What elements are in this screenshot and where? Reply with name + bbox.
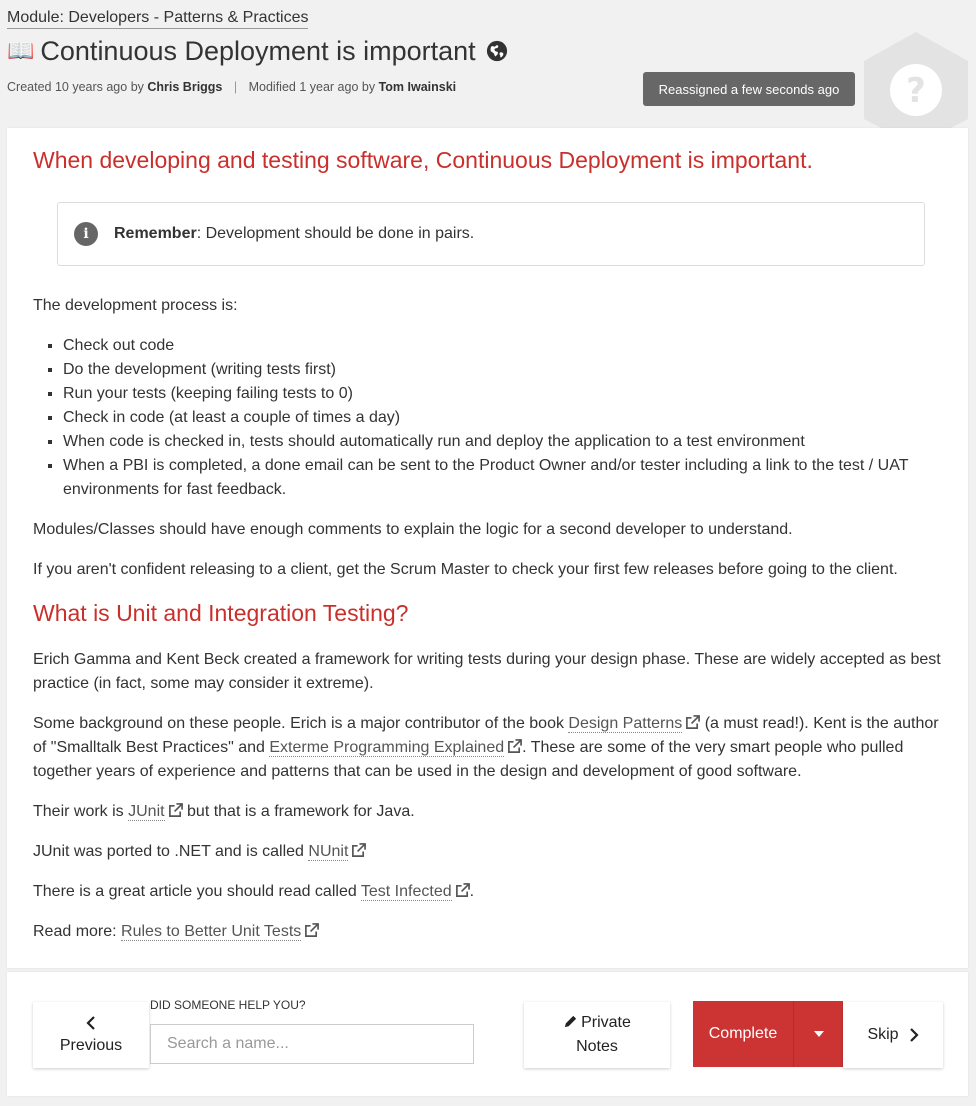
- lead-heading: When developing and testing software, Continuous Deployment is important.: [33, 147, 813, 173]
- external-link-icon: [455, 883, 470, 898]
- comments-paragraph: Modules/Classes should have enough comments to explain the logic for a second developer to understand.: [33, 521, 793, 538]
- nunit-paragraph: [33, 840, 947, 864]
- notice-text: [114, 222, 474, 246]
- rule-content-card: [7, 128, 968, 968]
- globe-icon[interactable]: [486, 40, 508, 62]
- junit-text: but that is a framework for Java.: [182, 803, 415, 820]
- list-item: ▪ Check out code: [63, 334, 947, 358]
- test-infected-link[interactable]: Test Infected: [360, 883, 452, 900]
- private-notes-button[interactable]: [524, 1002, 670, 1068]
- read-more-paragraph: [33, 920, 947, 944]
- complete-dropdown-toggle[interactable]: [793, 1001, 843, 1067]
- background-text: Some background on these people. Erich is a major contributor of the book: [33, 715, 569, 732]
- created-by: Chris Briggs: [147, 80, 223, 94]
- list-item: ▪ Do the development (writing tests first): [63, 358, 947, 382]
- background-text: (a must read!). Kent is the author of "Smalltalk Best Practices" and: [33, 715, 939, 756]
- nunit-link[interactable]: NUnit: [308, 843, 349, 860]
- list-item: ▪ Run your tests (keeping failing tests to 0): [63, 382, 947, 406]
- external-link-icon: [168, 803, 183, 818]
- skip-label: Skip: [867, 1026, 899, 1043]
- background-paragraph: [33, 712, 947, 784]
- complete-button[interactable]: Complete: [693, 1001, 793, 1067]
- action-footer: [7, 972, 968, 1096]
- external-link-icon: [304, 923, 319, 938]
- unit-testing-heading: What is Unit and Integration Testing?: [33, 600, 409, 626]
- previous-label: Previous: [59, 1037, 123, 1054]
- private-notes-top: [563, 1011, 631, 1035]
- title-row: [7, 34, 508, 68]
- page-title: Continuous Deployment is important: [40, 36, 476, 66]
- pencil-icon: [563, 1014, 578, 1029]
- framework-paragraph: Erich Gamma and Kent Beck created a framework for writing tests during your design phase. These are widely accepted as best practice (in fact, some may consider it extreme).: [33, 651, 941, 692]
- confident-paragraph: If you aren't confident releasing to a client, get the Scrum Master to check your first few releases before going to the client.: [33, 561, 898, 578]
- notice-bold: Remember: [114, 225, 197, 242]
- rules-unit-tests-link[interactable]: Rules to Better Unit Tests: [121, 923, 302, 940]
- design-patterns-link[interactable]: Design Patterns: [568, 715, 683, 732]
- external-link-icon: [351, 843, 366, 858]
- article-paragraph: [33, 880, 947, 904]
- book-icon: 📖: [7, 38, 35, 63]
- info-icon: i: [74, 222, 98, 246]
- notes-line1: Private: [581, 1014, 631, 1031]
- process-intro: The development process is:: [33, 297, 238, 314]
- junit-link[interactable]: JUnit: [128, 803, 165, 820]
- junit-text: Their work is: [33, 803, 129, 820]
- process-steps-list: [33, 334, 947, 502]
- caret-down-icon: [814, 1031, 824, 1037]
- module-breadcrumb-link[interactable]: Module: Developers - Patterns & Practices: [7, 8, 308, 29]
- authorship-meta: [7, 80, 456, 94]
- reassigned-badge: Reassigned a few seconds ago: [643, 72, 855, 106]
- previous-button[interactable]: [33, 1002, 149, 1068]
- list-item: ▪ When a PBI is completed, a done email can be sent to the Product Owner and/or tester including a link to the test / UAT environments for fast feedback.: [63, 454, 947, 502]
- notes-line2: Notes: [576, 1038, 618, 1055]
- meta-separator: |: [233, 80, 238, 94]
- created-prefix: Created 10 years ago by: [7, 80, 144, 94]
- chevron-left-icon: [85, 1015, 97, 1033]
- remember-notice: [57, 202, 925, 266]
- list-item: ▪ Check in code (at least a couple of times a day): [63, 406, 947, 430]
- external-link-icon: [685, 715, 700, 730]
- helper-search-input[interactable]: [150, 1024, 474, 1064]
- article-text: .: [469, 883, 475, 900]
- page-header: [0, 0, 976, 128]
- read-more-text: Read more:: [33, 923, 122, 940]
- article-text: There is a great article you should read called: [33, 883, 361, 900]
- help-label: DID SOMEONE HELP YOU?: [150, 998, 306, 1012]
- extreme-programming-link[interactable]: Exterme Programming Explained: [269, 739, 505, 756]
- nunit-text: JUnit was ported to .NET and is called: [33, 843, 309, 860]
- avatar-question-mark: ?: [906, 71, 926, 111]
- chevron-right-icon: [909, 1028, 919, 1042]
- modified-prefix: Modified 1 year ago by: [248, 80, 376, 94]
- modified-by: Tom Iwainski: [378, 80, 457, 94]
- background-text: . These are some of the very smart people who pulled together years of experience and patterns that can be used in the design and development of good software.: [33, 739, 904, 780]
- junit-paragraph: [33, 800, 947, 824]
- list-item: ▪ When code is checked in, tests should automatically run and deploy the application to a test environment: [63, 430, 947, 454]
- external-link-icon: [507, 739, 522, 754]
- notice-body: : Development should be done in pairs.: [196, 225, 475, 242]
- rule-body: [33, 144, 947, 960]
- skip-button[interactable]: [843, 1002, 943, 1068]
